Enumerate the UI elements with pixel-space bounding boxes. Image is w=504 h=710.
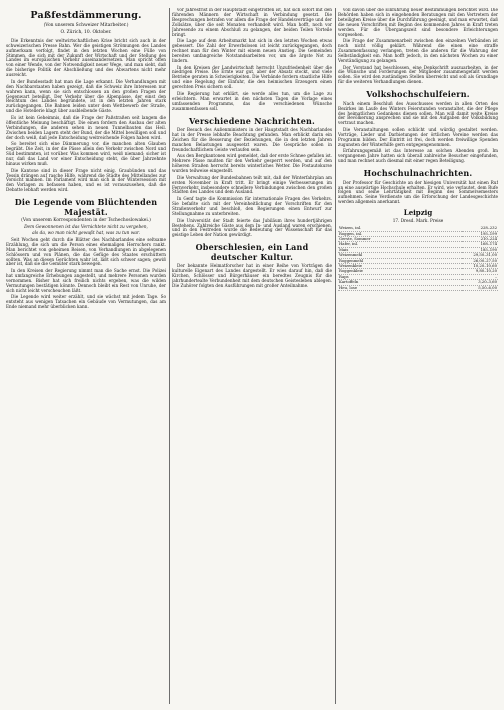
article-paragraph: So bereitet sich eine Dämmerung vor, die manchen alten Glauben begräbt. Die Zeit, in der die Pässe allein den Verkehr zwischen Nord und Süd bestimmten, ist vorüber. Was kommen wird, weiß niemand; sicher ist nur, daß das Land vor einer Entscheidung steht, die über Jahrzehnte hinaus wirken muß. bbox=[6, 141, 166, 166]
article-paragraph: In der Bundesstadt hat man die Lage erkannt. Die Verhandlungen mit den Nachbarstaaten haben gezeigt, daß die Schweiz ihre Interessen nur wahren kann, wenn sie sich entschlossen an den großen Fragen der Gegenwart beteiligt. Der Verkehr über die Alpenpässe, der einst den Reichtum des Landes begründete, ist in den letzten Jahren stark zurückgegangen. Die Bahnen leiden unter dem Wettbewerb der Straße, und die Hotellerie klagt über ausbleibende Gäste. bbox=[6, 78, 166, 114]
article-paragraph: Die Frage der Zusammenarbeit zwischen den einzelnen Verbänden ist noch nicht völlig geklärt. Während die einen eine straffe Zusammenfassung verlangen, treten die anderen für die Wahrung der Selbständigkeit ein. Man hofft jedoch, in den nächsten Wochen zu einer Verständigung zu gelangen. bbox=[338, 38, 498, 63]
price-value: 228–232 bbox=[462, 226, 498, 231]
price-value: – bbox=[462, 274, 498, 279]
article-headline: Die Legende vom Blüchtenden Majestät. bbox=[14, 197, 158, 217]
article-paragraph: voll davon über die Einführung neuer Bestimmungen berichtet wird. Die Behörden haben sich in eingehenden Beratungen mit den Vertretern der beteiligten Kreise über die Durchführung geeinigt, und man erwartet, daß die neuen Vorschriften mit Beginn des kommenden Jahres in Kraft treten werden. Für die Übergangszeit sind besondere Erleichterungen vorgesehen. bbox=[338, 8, 498, 37]
price-value: 5,50–6,00 bbox=[462, 285, 498, 290]
market-price-table bbox=[338, 226, 498, 291]
price-value: 185–190 bbox=[462, 247, 498, 252]
article-paragraph: In den Kreisen der Regierung nimmt man die Sache ernst. Die Polizei hat umfangreiche Erhebungen angestellt, und mehrere Personen wurden vernommen. Bisher hat sich freilich nichts ergeben, was die wilden Vermutungen bestätigen könnte. Dennoch bleibt ein Rest von Unruhe, der sich nicht leicht verscheuchen läßt. bbox=[6, 268, 166, 293]
price-label: Mais bbox=[338, 247, 462, 252]
price-value: 9,80–10,20 bbox=[462, 269, 498, 274]
article-headline: Hochschulnachrichten. bbox=[363, 168, 473, 179]
article-motto: als da, wo man nicht gewußt hat, was zu tun war. bbox=[32, 231, 140, 236]
column-middle bbox=[172, 8, 332, 704]
article-paragraph: Der Besuch des Außenministers in der Hauptstadt des Nachbarlandes hat in der Presse lebhafte Beachtung gefunden. Man erblickt darin ein Zeichen für die Besserung der Beziehungen, die in den letzten Jahren manchen Belastungen ausgesetzt waren. Die Gespräche sollen in freundschaftlichem Geiste verlaufen sein. bbox=[172, 127, 332, 152]
price-value: 26,00–27,50 bbox=[462, 258, 498, 263]
article-paragraph: Aus den Bergkantonen wird gemeldet, daß der erste Schnee gefallen ist. Mehrere Pässe mußten für den Verkehr gesperrt werden, und auf den höheren Straßen herrscht bereits winterliches Wetter. Die Postautokurse wurden teilweise eingestellt. bbox=[172, 153, 332, 174]
article-paragraph: In den Kreisen der Landwirtschaft herrscht Unzufriedenheit über die niedrigen Preise. Die Ernte war gut, aber der Absatz stockt, und viele Betriebe geraten in Schwierigkeiten. Die Verbände fordern staatliche Hilfe und eine Regelung der Einfuhr, die den heimischen Erzeugern einen gerechten Preis sichern soll. bbox=[172, 64, 332, 90]
price-value: 29,50–31,00 bbox=[462, 253, 498, 258]
article-paragraph: Die Erkenntnis der weltwirtschaftlichen Krise bricht sich auch in der schweizerischen Presse Bahn. Wer die geistigen Strömungen des Landes aufmerksam verfolgt, findet in den letzten Wochen eine Fülle von Stimmen, die sich mit der Zukunft der Wirtschaft und der Stellung des Landes im europäischen Verkehr auseinandersetzen. Man spricht offen von einer Wende, von der Notwendigkeit neuer Wege, und man sieht, daß die bisherige Politik der Abschließung und des Abwartens nicht mehr ausreicht. bbox=[6, 37, 166, 78]
price-label: Weizen, inl. bbox=[338, 226, 462, 231]
article-paragraph: Es ist kein Geheimnis, daß die Frage der Paßstraßen seit langem die öffentliche Meinung beschäftigt. Die einen fordern den Ausbau der alten Verbindungen, die anderen sehen in neuen Tunnelbauten das Heil. Zwischen beiden Lagern steht der Bund, der die Mittel bewilligen soll und der doch weiß, daß jede Entscheidung weitreichende Folgen haben wird. bbox=[6, 115, 166, 140]
article-dateline: O. Zürich, 10. Oktober. bbox=[60, 29, 112, 35]
article-paragraph: Der bekannte Heimatforscher hat in einer Reihe von Vorträgen die kulturelle Eigenart des Landes dargestellt. Er wies darauf hin, daß die Kirchen, Schlösser und Bürgerhäuser ein beredtes Zeugnis für die jahrhundertealte Verbundenheit mit dem deutschen Geistesleben ablegen. Die Zuhörer folgten den Ausführungen mit großer Anteilnahme. bbox=[172, 263, 332, 288]
column-right bbox=[338, 8, 498, 704]
price-value: 168–174 bbox=[462, 242, 498, 247]
market-report-subtitle: 17. Dresd. Mark. Preise bbox=[392, 218, 444, 224]
article-paragraph: Seit Wochen geht durch die Blätter des Nachbarlandes eine seltsame Erzählung, die sich um die Person eines ehemaligen Herrschers rankt. Man berichtet von geheimen Reisen, von Verhandlungen in abgelegenen Schlössern und von Plänen, die das Gefüge des Staates erschüttern sollten. Was an diesen Gerüchten wahr ist, läßt sich schwer sagen; gewiß aber ist, daß sie die Gemüter stark bewegen. bbox=[6, 236, 166, 267]
article-paragraph: Die Legende wird weiter erzählt, und sie wächst mit jedem Tage. So entsteht aus wenigen Tatsachen ein Gebäude von Vermutungen, das am Ende niemand mehr überblicken kann. bbox=[6, 294, 166, 310]
article-paragraph: Der Professor für Geschichte an der hiesigen Universität hat einen Ruf an eine auswärtige Hochschule erhalten. Er wird, wie verlautet, dem Rufe folgen und seine Lehrtätigkeit mit Beginn des Sommersemesters aufnehmen. Seine Verdienste um die Erforschung der Landesgeschichte werden allgemein anerkannt. bbox=[338, 179, 498, 205]
article-paragraph: Die Regierung hat erklärt, sie werde alles tun, um die Lage zu erleichtern. Man erwartet in den nächsten Tagen die Vorlage eines umfassenden Programms, das die verschiedenen Wünsche zusammenfassen soll. bbox=[172, 90, 332, 111]
article-paragraph: Der Vorstand hat beschlossen, eine Denkschrift auszuarbeiten, in der die Wünsche und Forderungen der Mitglieder zusammengefaßt werden sollen. Sie wird den zuständigen Stellen überreicht und soll als Grundlage für die weiteren Verhandlungen dienen. bbox=[338, 64, 498, 85]
price-value: 10,20–10,60 bbox=[462, 263, 498, 268]
price-label: Kartoffeln bbox=[338, 280, 462, 285]
article-paragraph: Die Kantone sind in dieser Frage nicht einig. Graubünden und das Tessin drängen auf rasche Hilfe, während die Städte des Mittellandes zur Vorsicht mahnen. Im Parlament wird man sich in der Wintersession mit den Vorlagen zu befassen haben, und es ist vorauszusehen, daß die Debatte lebhaft werden wird. bbox=[6, 167, 166, 193]
price-label: Weizenkleie bbox=[338, 263, 462, 268]
article-paragraph: Die Verwaltung der Bundesbahnen teilt mit, daß der Winterfahrplan am ersten November in Kraft tritt. Er bringt einige Verbesserungen im Fernverkehr, insbesondere schnellere Verbindungen zwischen den großen Städten des Landes und dem Ausland. bbox=[172, 174, 332, 195]
price-label: Roggenkleie bbox=[338, 269, 462, 274]
article-paragraph: Die Lage auf dem Arbeitsmarkt hat sich in den letzten Wochen etwas gebessert. Die Zahl der Erwerbslosen ist leicht zurückgegangen, doch rechnet man für den Winter mit einem neuen Anstieg. Die Gemeinden bereiten umfangreiche Notstandsarbeiten vor, um die ärgste Not zu lindern. bbox=[172, 38, 332, 63]
article-paragraph: Erfahrungsgemäß ist das Interesse an solchen Abenden groß. Im vergangenen Jahre hatten sich überall zahlreiche Besucher eingefunden, und man rechnet auch diesmal mit einer regen Beteiligung. bbox=[338, 148, 498, 164]
market-report-title: Leipzig bbox=[403, 208, 433, 218]
price-value: 3,20–3,60 bbox=[462, 280, 498, 285]
price-label: Heu, lose bbox=[338, 285, 462, 290]
price-label: Gerste, Sommer bbox=[338, 236, 462, 241]
price-label: Hafer, inl. bbox=[338, 242, 462, 247]
price-label: Weizenmehl bbox=[338, 253, 462, 258]
article-paragraph: In Genf tagte die Kommission für internationale Fragen des Verkehrs. Sie befaßte sich mit der Vereinheitlichung der Vorschriften für den Straßenverkehr und beschloß, den Regierungen einen Entwurf zur Stellungnahme zu unterbreiten. bbox=[172, 196, 332, 216]
article-headline: Verschiedene Nachrichten. bbox=[189, 115, 315, 126]
column-rule bbox=[335, 8, 336, 704]
article-headline: Oberschlesien, ein Land deutscher Kultur. bbox=[195, 242, 309, 262]
article-subtitle: (Von unserem Schweizer Mitarbeiter.) bbox=[43, 23, 129, 28]
price-label: Roggenmehl bbox=[338, 258, 462, 263]
article-motto: Dem Gewonnenen ist das Vernichtete nicht zu vergeben, bbox=[24, 225, 148, 231]
column-rule bbox=[169, 8, 170, 704]
column-left bbox=[6, 8, 166, 704]
article-paragraph: Die Veranstaltungen sollen schlicht und würdig gestaltet werden. Vorträge, Lieder und Darbietungen der örtlichen Vereine werden das Programm bilden. Der Eintritt ist frei, doch werden freiwillige Spenden zugunsten der Winterhilfe gern entgegengenommen. bbox=[338, 127, 498, 147]
article-paragraph: Nach einem Beschluß des Ausschusses werden in allen Orten des Bezirkes im Laufe des Winters Feierstunden veranstaltet, die der Pflege des heimatlichen Gedankens dienen sollen. Man will damit weite Kreise der Bevölkerung ansprechen und sie mit den Aufgaben der Volksbildung vertraut machen. bbox=[338, 100, 498, 126]
article-paragraph: vor Jahresfrist in der Hauptstadt eingetroffen ist, hat sich sofort mit den führenden Männern der Wirtschaft in Verbindung gesetzt. Die Besprechungen betrafen vor allem die Frage der Handelsverträge und der Zollsätze, über die seit Monaten verhandelt wird. Man hofft, noch vor Jahresende zu einem Abschluß zu gelangen, der beiden Teilen Vorteile bringt. bbox=[172, 8, 332, 37]
article-paragraph: Die Universität der Stadt feierte das Jubiläum ihres hundertjährigen Bestehens. Zahlreiche Gäste aus dem In- und Ausland waren erschienen, und in den Festreden wurde die Bedeutung der Wissenschaft für das geistige Leben der Nation gewürdigt. bbox=[172, 217, 332, 238]
table-row bbox=[338, 285, 498, 290]
price-label: Raps bbox=[338, 274, 462, 279]
price-value: 210–224 bbox=[462, 236, 498, 241]
price-label: Roggen, inl. bbox=[338, 231, 462, 236]
article-headline: Volkshochschulfeiern. bbox=[366, 89, 470, 100]
price-value: 195–199 bbox=[462, 231, 498, 236]
article-subtitle: (Von unserem Korrespondenten in der Tschechoslowakei.) bbox=[21, 218, 151, 224]
article-headline: Paßfestdämmerung. bbox=[30, 10, 142, 21]
